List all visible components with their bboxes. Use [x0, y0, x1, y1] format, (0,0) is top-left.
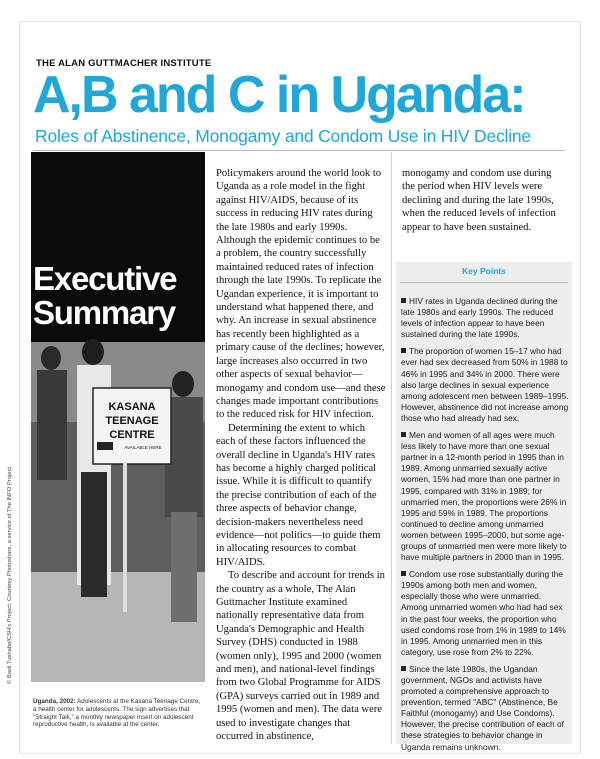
page-subtitle: Roles of Abstinence, Monogamy and Condom Use in HIV Decline — [35, 126, 531, 146]
sign-line-1: KASANA — [108, 401, 156, 413]
section-title — [31, 262, 207, 330]
section-title-line2: Summary — [33, 294, 176, 331]
body-paragraph-3: To describe and account for trends in the country as a whole, The Alan Guttmacher Institute examined nationally representative data from Uganda's Demographic and Health Survey (DHS) conducted in 1988 (women only), 1995 and 2000 (women and men), and national-level findings from two Global Programme for AIDS (GPA) surveys carried out in 1989 and 1995 (women and men). The data were used to investigate changes that occurred in abstinence, — [216, 570, 385, 743]
sign-line-3: CENTRE — [109, 429, 155, 441]
key-point: Condom use rose substantially during the 1990s among both men and women, especially those who were unmarried. Among unmarried women who had had sex in the past four weeks, the proportion who used condoms rose from 1% in 1989 to 14% in 1995. Among unmarried men in this category, use rose from 2% to 22%. — [401, 569, 566, 657]
bullet-square-icon — [401, 348, 406, 353]
photo-credit: © Basil Tushabe/CSH's Project. Courtesy Photoshare, a service of The INFO Project — [7, 467, 13, 684]
bullet-square-icon — [401, 298, 406, 303]
section-title-line1: Executive — [33, 260, 177, 297]
key-point: The proportion of women 15–17 who had ever had sex decreased from 50% in 1988 to 46% in 1995 and 34% in 2000. There were also large declines in sexual experience among adolescent men between 1989–1995. However, abstinence did not increase among those who had already had sex. — [401, 346, 569, 423]
body-paragraph-2: Determining the extent to which each of these factors influenced the overall decline in Uganda's HIV rates has become a highly charged political issue. While it is difficult to quantify the precise contribution of each of the three aspects of behavior change, decision-makers nevertheless need evidence—not politics—to guide them in allocating resources to combat HIV/AIDS. — [216, 422, 381, 568]
caption-text: Adolescents at the Kasana Teenage Centre, a health center for adolescents. The sign advertises that "Straight Talk," a monthly newspaper insert on adolescent reproductive health, is available at the center. — [33, 698, 201, 729]
body-paragraph-4: monogamy and condom use during the period when HIV levels were declining and during the late 1990s, when the reduced levels of infection appear to have been sustained. — [402, 168, 556, 233]
bullet-square-icon — [401, 432, 406, 437]
bullet-square-icon — [401, 666, 406, 671]
key-point: Men and women of all ages were much less likely to have more than one sexual partner in a 12-month period in 1995 than in 1989. Among unmarried sexually active women, 15% had more than one partner in 1995, compared with 31% in 1989; for unmarried men, the proportions were 26% in 1995 and 59% in 1989. The proportions continued to decline among unmarried women between 1995–2000, but some age-groups of unmarried men were more likely to have multiple partners in 2000 than in 1995. — [401, 430, 567, 563]
key-points-title: Key Points — [462, 266, 506, 276]
key-point: Since the late 1980s, the Ugandan government, NGOs and activists have promoted a comprehensive approach to prevention, termed "ABC" (Abstinence, Be Faithful (monogamy) and Use Condoms). However, the precise contribution of each of these strategies to behavior change in Uganda remains unknown. — [401, 663, 564, 752]
key-point: HIV rates in Uganda declined during the late 1980s and early 1990s. The reduced levels of infection appear to have been sustained during the late 1990s. — [401, 296, 558, 340]
institute-name: THE ALAN GUTTMACHER INSTITUTE — [36, 58, 212, 69]
key-points-list — [401, 296, 569, 759]
header-divider — [33, 150, 565, 151]
sign-line-2: TEENAGE — [105, 415, 159, 427]
bullet-square-icon — [401, 571, 406, 576]
sign-small-text: AVAILABLE HERE — [124, 445, 162, 450]
column-divider — [391, 152, 392, 744]
body-column-2 — [402, 167, 562, 234]
key-points-divider — [400, 282, 568, 283]
photo-caption — [33, 698, 203, 729]
body-column-1 — [216, 167, 386, 743]
cover-photo — [31, 152, 205, 744]
page-title: A,B and C in Uganda: — [33, 66, 525, 124]
caption-lead: Uganda, 2002: — [33, 698, 76, 705]
body-paragraph-1: Policymakers around the world look to Uganda as a role model in the fight against HIV/AIDS, because of its success in reducing HIV rates during the late 1980s and early 1990s. Although the epidemic continues to be a problem, the country successfully maintained reduced rates of infection through the late 1990s. To replicate the Ugandan experience, it is important to understand what happened there, and why. An increase in sexual abstinence has recently been highlighted as a primary cause of the declines; however, large increases also occurred in two other aspects of sexual behavior—monogamy and condom use—and these changes made important contributions to the reduced risk for HIV infection. — [216, 168, 386, 421]
